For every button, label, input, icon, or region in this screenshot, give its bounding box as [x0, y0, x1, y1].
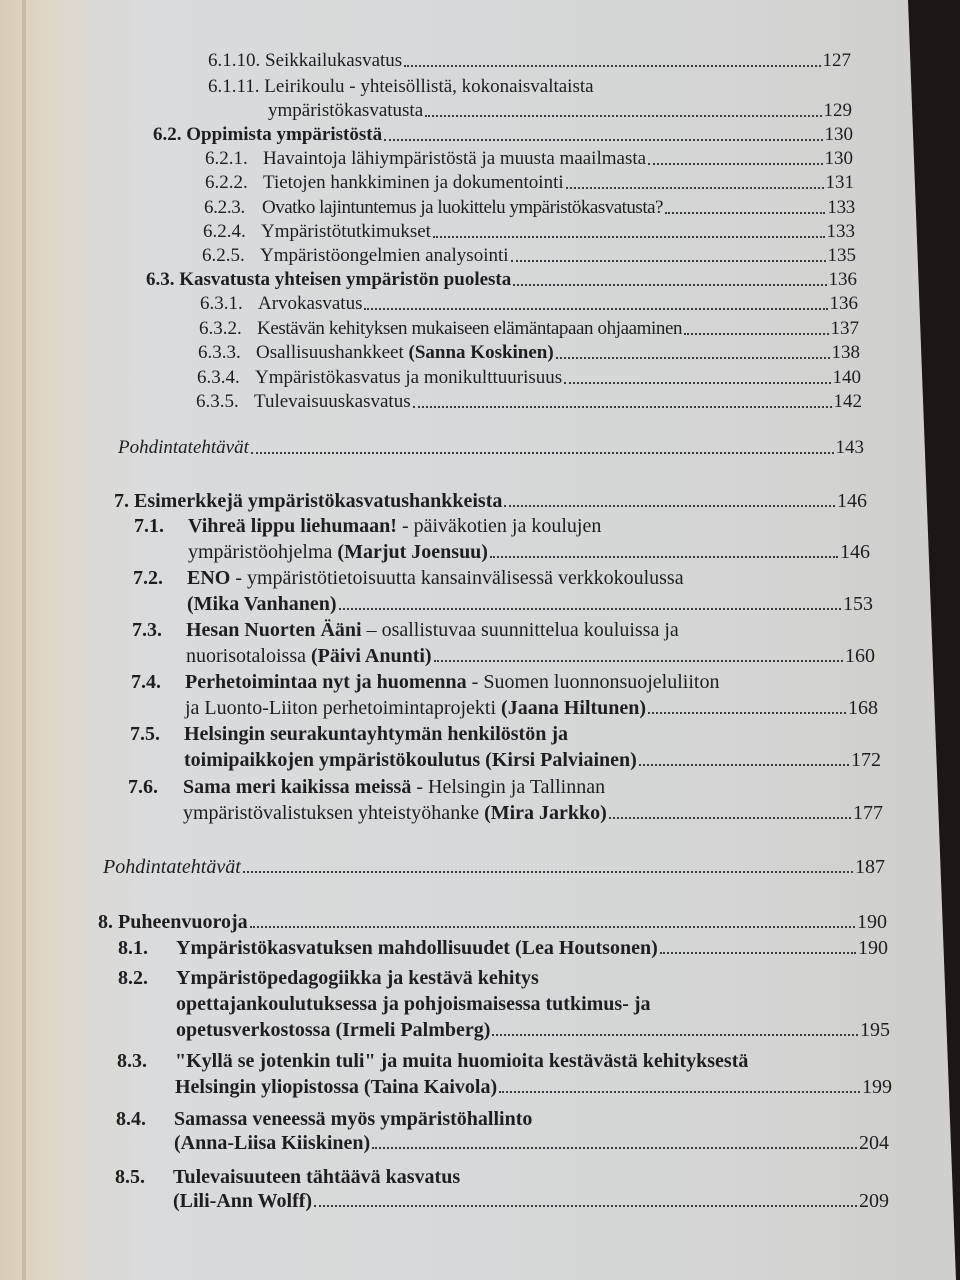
- toc-entry-line: [208, 76, 594, 98]
- toc-entry-chapter: [98, 911, 887, 933]
- page-number: 172: [851, 749, 881, 771]
- page-number: 146: [837, 490, 867, 512]
- toc-entry-line: [128, 776, 605, 798]
- toc-entry: [183, 802, 883, 824]
- dot-leader: [314, 1205, 857, 1207]
- toc-entry: [204, 197, 855, 219]
- entry-number: 6.3.: [146, 269, 175, 290]
- toc-entry: [186, 645, 875, 667]
- toc-entry: [146, 269, 857, 291]
- dot-leader: [490, 556, 838, 558]
- entry-title-bold: Sama meri kaikissa meissä: [183, 776, 412, 798]
- dot-leader: [413, 406, 832, 408]
- page-number: 137: [830, 318, 859, 339]
- page-number: 136: [828, 269, 857, 290]
- page-number: 190: [858, 937, 888, 959]
- page-number: 140: [832, 367, 861, 388]
- toc-entry: [208, 50, 851, 72]
- toc-entry-line: [134, 515, 601, 537]
- toc-entry: [196, 391, 862, 413]
- entry-number: 6.2.5.: [202, 245, 245, 266]
- dot-leader: [372, 1147, 857, 1149]
- entry-author: (Mira Jarkko): [484, 802, 607, 824]
- toc-entry-line: [116, 1108, 532, 1130]
- page-number: 138: [831, 342, 860, 363]
- dot-leader: [513, 284, 826, 286]
- page-number: 160: [845, 645, 875, 667]
- page-number: 130: [824, 124, 853, 145]
- entry-title: Arvokasvatus: [258, 293, 363, 314]
- page-number: 136: [829, 293, 858, 314]
- entry-title-rest: – osallistuvaa suunnittelua kouluissa ja: [361, 619, 679, 641]
- entry-title: Havaintoja lähiympäristöstä ja muusta maailmasta: [263, 148, 647, 169]
- toc-entry: [202, 245, 856, 267]
- entry-title: Tietojen hankkiminen ja dokumentointi: [263, 172, 564, 193]
- entry-number: 7.4.: [131, 671, 161, 693]
- toc-entry: [198, 342, 860, 364]
- entry-number: 6.3.4.: [197, 367, 240, 388]
- dot-leader: [433, 236, 825, 238]
- entry-number: 6.1.11.: [208, 76, 260, 97]
- toc-entry-line: [132, 619, 679, 641]
- dot-leader: [564, 382, 830, 384]
- dot-leader: [499, 1091, 860, 1093]
- entry-author: (Marjut Joensuu): [337, 541, 488, 563]
- entry-title-rest: - ympäristötietoisuutta kansainvälisessä verkkokoulussa: [230, 567, 684, 589]
- entry-title: Puheenvuoroja: [118, 911, 248, 933]
- entry-title: Ympäristöongelmien analysointi: [260, 245, 509, 266]
- entry-number: 7.: [114, 490, 129, 512]
- entry-title: Ovatko lajintuntemus ja luokittelu ympäristökasvatusta?: [262, 197, 663, 218]
- dot-leader: [404, 65, 820, 67]
- entry-title: Esimerkkejä ympäristökasvatushankkeista: [134, 490, 503, 512]
- toc-entry-line: [176, 993, 651, 1015]
- toc-entry: [199, 318, 859, 340]
- entry-number: 8.4.: [116, 1108, 146, 1130]
- toc-entry: [188, 541, 870, 563]
- toc-entry-chapter: [114, 490, 867, 512]
- dot-leader: [364, 308, 827, 310]
- entry-title: Seikkailukasvatus: [265, 50, 403, 71]
- toc-entry: [184, 749, 881, 771]
- page-number: 168: [848, 697, 878, 719]
- page-number: 153: [843, 593, 873, 615]
- entry-number: 8.2.: [118, 967, 148, 989]
- toc-entry: [205, 148, 853, 170]
- dot-leader: [250, 926, 855, 928]
- toc-entry-line: [118, 967, 539, 989]
- page-number: 133: [826, 221, 855, 242]
- entry-number: 6.2.1.: [205, 148, 248, 169]
- entry-title: Osallisuushankkeet: [256, 342, 404, 363]
- entry-title-line1: Samassa veneessä myös ympäristöhallinto: [174, 1108, 533, 1130]
- toc-entry: [176, 1019, 890, 1041]
- entry-number: 7.1.: [134, 515, 164, 537]
- entry-title-line1: Leirikoulu - yhteisöllistä, kokonaisvaltaista: [264, 76, 594, 97]
- entry-title: Kestävän kehityksen mukaiseen elämäntapaan ohjaaminen: [257, 318, 683, 339]
- entry-title-line2: opettajankoulutuksessa ja pohjoismaisessa tutkimus- ja: [176, 993, 651, 1015]
- dot-leader: [339, 608, 842, 610]
- entry-title: Ympäristökasvatuksen mahdollisuudet (Lea Houtsonen): [176, 937, 658, 959]
- entry-title-bold: Hesan Nuorten Ääni: [186, 619, 362, 641]
- entry-author: (Päivi Anunti): [311, 645, 432, 667]
- page-number: 133: [827, 197, 855, 218]
- entry-number: 6.3.3.: [198, 342, 241, 363]
- page-number: 127: [822, 50, 851, 71]
- page-number: 146: [840, 541, 870, 563]
- toc-entry-exercises: [118, 437, 864, 459]
- page-number: 187: [855, 856, 885, 878]
- dot-leader: [434, 660, 843, 662]
- dot-leader: [648, 163, 822, 165]
- entry-number: 8.3.: [117, 1050, 147, 1072]
- entry-title: Ympäristötutkimukset: [261, 221, 431, 242]
- entry-title: ympäristökasvatusta: [268, 100, 424, 121]
- entry-title-bold: Perhetoimintaa nyt ja huomenna: [185, 671, 467, 693]
- dot-leader: [665, 212, 825, 214]
- entry-title: Pohdintatehtävät: [118, 437, 249, 458]
- toc-entry: [197, 367, 861, 389]
- entry-number: 6.2.3.: [204, 197, 245, 218]
- entry-number: 6.3.5.: [196, 391, 239, 412]
- entry-title: nuorisotaloissa: [186, 645, 306, 667]
- entry-number: 7.2.: [133, 567, 163, 589]
- dot-leader: [556, 357, 830, 359]
- entry-title: ympäristövalistuksen yhteistyöhanke: [183, 802, 480, 824]
- page-number: 204: [859, 1132, 889, 1154]
- dot-leader: [639, 764, 849, 766]
- entry-number: 7.5.: [130, 723, 160, 745]
- entry-number: 6.2.: [153, 124, 182, 145]
- dot-leader: [609, 817, 851, 819]
- entry-title-line1: Helsingin seurakuntayhtymän henkilöstön ja: [184, 723, 568, 745]
- toc-entry: [118, 937, 888, 959]
- entry-number: 8.: [98, 911, 113, 933]
- toc-entry-line: [117, 1050, 748, 1072]
- toc-entry-line: [130, 723, 568, 745]
- entry-title: toimipaikkojen ympäristökoulutus (Kirsi Palviainen): [184, 749, 637, 771]
- entry-author: (Jaana Hiltunen): [501, 697, 647, 719]
- page-number: 143: [835, 437, 864, 458]
- toc-entry: [174, 1132, 889, 1154]
- page-number: 129: [823, 100, 852, 121]
- entry-number: 6.2.2.: [205, 172, 248, 193]
- entry-title: Pohdintatehtävät: [103, 856, 241, 878]
- entry-title-rest: - Helsingin ja Tallinnan: [411, 776, 606, 798]
- toc-entry-line: [131, 671, 719, 693]
- page-number: 135: [827, 245, 856, 266]
- entry-title-line1: Tulevaisuuteen tähtäävä kasvatus: [173, 1166, 461, 1188]
- entry-number: 6.2.4.: [203, 221, 246, 242]
- entry-title: Tulevaisuuskasvatus: [254, 391, 411, 412]
- page-number: 190: [857, 911, 887, 933]
- entry-number: 7.6.: [128, 776, 158, 798]
- dot-leader: [243, 871, 853, 873]
- entry-title: Kasvatusta yhteisen ympäristön puolesta: [179, 269, 512, 290]
- page-number: 199: [862, 1076, 892, 1098]
- dot-leader: [511, 260, 826, 262]
- entry-author: (Mika Vanhanen): [187, 593, 337, 615]
- toc-entry: [187, 593, 873, 615]
- page-number: 130: [824, 148, 853, 169]
- entry-title-rest: - Suomen luonnonsuojeluliiton: [466, 671, 720, 693]
- dot-leader: [251, 452, 834, 454]
- entry-number: 7.3.: [132, 619, 162, 641]
- toc-entry: [175, 1076, 892, 1098]
- toc-entry: [173, 1190, 889, 1212]
- entry-title-line1: Ympäristöpedagogiikka ja kestävä kehitys: [176, 967, 539, 989]
- entry-title: (Anna-Liisa Kiiskinen): [174, 1132, 371, 1154]
- page-number: 177: [853, 802, 883, 824]
- toc-entry-exercises: [103, 856, 885, 878]
- toc-entry-line: [133, 567, 684, 589]
- toc-entry: [200, 293, 858, 315]
- dot-leader: [660, 952, 856, 954]
- dot-leader: [504, 505, 835, 507]
- entry-title-line1: "Kyllä se jotenkin tuli" ja muita huomioita kestävästä kehityksestä: [175, 1050, 749, 1072]
- entry-title: Helsingin yliopistossa (Taina Kaivola): [175, 1076, 498, 1098]
- entry-title: ympäristöohjelma: [188, 541, 333, 563]
- entry-title-bold: ENO: [187, 567, 231, 589]
- page-number: 209: [859, 1190, 889, 1212]
- entry-title: (Lili-Ann Wolff): [173, 1190, 313, 1212]
- toc-entry: [153, 124, 853, 146]
- entry-title-bold: Vihreä lippu liehumaan!: [188, 515, 397, 537]
- page-number: 195: [860, 1019, 890, 1041]
- toc-entry: [205, 172, 854, 194]
- entry-title-rest: - päiväkotien ja koulujen: [396, 515, 602, 537]
- entry-number: 8.1.: [118, 937, 148, 959]
- dot-leader: [384, 139, 822, 141]
- dot-leader: [648, 712, 846, 714]
- entry-title: Oppimista ympäristöstä: [186, 124, 383, 145]
- entry-title: opetusverkostossa (Irmeli Palmberg): [176, 1019, 491, 1041]
- entry-number: 6.3.1.: [200, 293, 243, 314]
- toc-entry: [185, 697, 878, 719]
- toc-entry-line: [115, 1166, 460, 1188]
- entry-title: Ympäristökasvatus ja monikulttuurisuus: [255, 367, 563, 388]
- dot-leader: [492, 1034, 858, 1036]
- entry-author: (Sanna Koskinen): [408, 342, 554, 363]
- dot-leader: [425, 115, 821, 117]
- page-number: 142: [833, 391, 862, 412]
- dot-leader: [566, 187, 824, 189]
- entry-number: 8.5.: [115, 1166, 145, 1188]
- dot-leader: [684, 333, 828, 335]
- entry-number: 6.3.2.: [199, 318, 242, 339]
- page-number: 131: [825, 172, 854, 193]
- entry-number: 6.1.10.: [208, 50, 261, 71]
- entry-title: ja Luonto-Liiton perhetoimintaprojekti: [185, 697, 497, 719]
- toc-entry: [268, 100, 852, 122]
- toc-entry: [203, 221, 855, 243]
